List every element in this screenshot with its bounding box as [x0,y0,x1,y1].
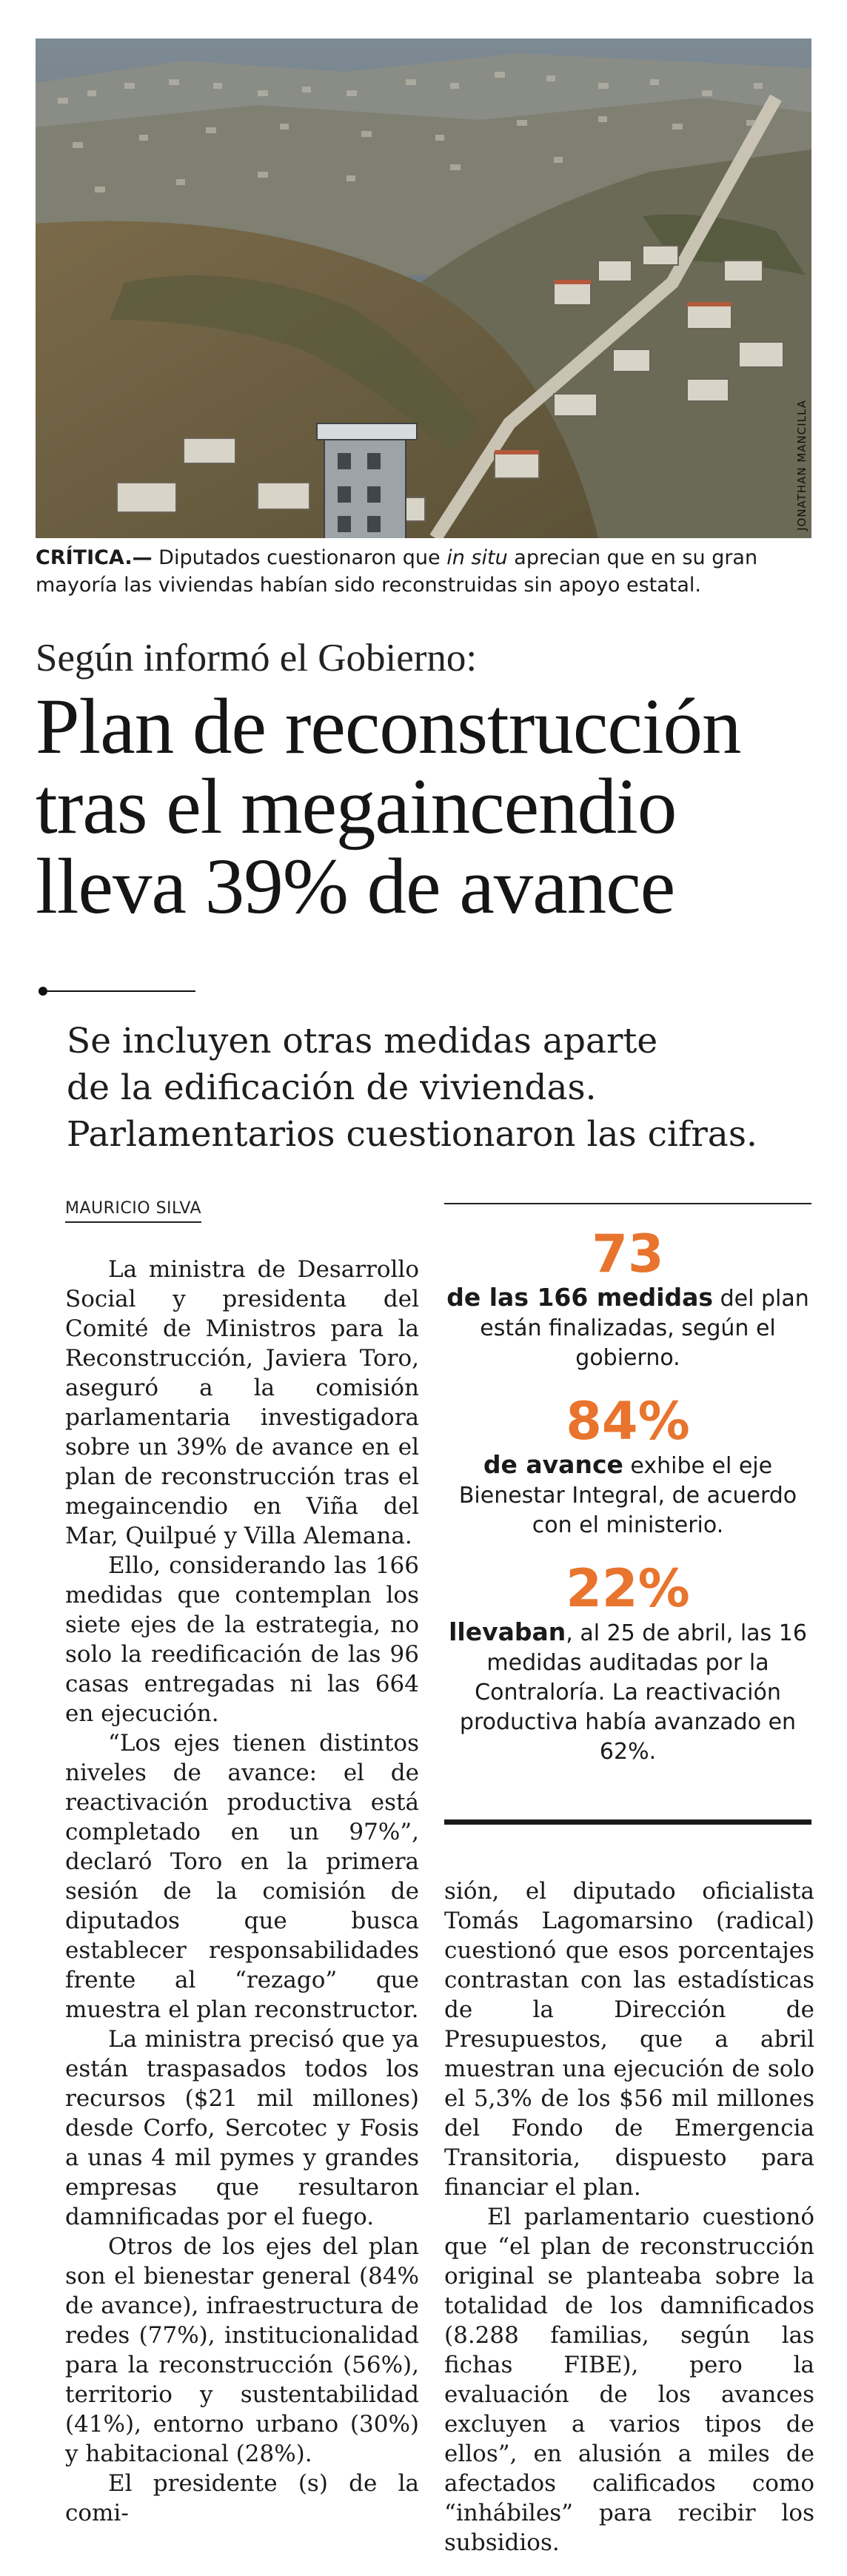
stat-item [444,1225,811,1373]
news-photo [36,38,811,538]
stats-bottom-rule [444,1819,811,1825]
stat-item [444,1392,811,1540]
caption-text-1: Diputados cuestionaron que [152,546,447,569]
deck-line-text: Se incluyen otras medidas aparte [67,1021,658,1061]
body-paragraph: “Los ejes tienen distintos niveles de avance: el de reactivación productiva está completado en un 97%”, declaró Toro en la primera sesión de la comisión de diputados que busca establecer responsabilidades frente al “rezago” que muestra el plan reconstructor. [65,1730,419,2023]
photo-caption [36,544,813,599]
stat-bold: de avance [483,1450,623,1479]
deck [67,1018,837,1158]
caption-lead: CRÍTICA.— [36,546,153,569]
deck-line-text: de la edificación de viviendas. [67,1067,597,1108]
stat-text: , al 25 de abril, las 16 medidas auditadas por la Contraloría. La reactivación productiva había avanzado en 62%. [459,1620,807,1765]
stats-top-rule [444,1203,811,1204]
stat-description [444,1450,811,1540]
kicker: Según informó el Gobierno: [36,637,478,680]
body-column-left [65,1255,419,2528]
deck-line-text: Parlamentarios cuestionaron las cifras. [67,1114,757,1155]
stat-bold: de las 166 medidas [446,1283,714,1312]
caption-text-2: aprecian que en su gran mayoría las viviendas habían sido reconstruidas sin apoyo estatal. [36,546,758,597]
headline-line: Plan de reconstrucción [36,683,741,771]
deck-bullet-dot [38,987,47,996]
caption-italic: in situ [446,546,508,569]
body-paragraph: Otros de los ejes del plan son el bienestar general (84% de avance), infraestructura de redes (77%), institucionalidad para la reconstrucción (56%), territorio y sustentabilidad (41%), entorno urbano (30%) y habitacional (28%). [65,2233,419,2467]
deck-rule [47,990,195,992]
body-paragraph: Ello, considerando las 166 medidas que contemplan los siete ejes de la estrategia, no solo la reedificación de las 96 casas entregadas ni las 664 en ejecución. [65,1552,419,1727]
stat-text: del plan están finalizadas, según el gobierno. [480,1286,809,1371]
stats-box [444,1225,811,1786]
photo-credit: JONATHAN MANCILLA [795,400,808,531]
stat-number: 22% [566,1558,690,1619]
stat-description [444,1283,811,1373]
headline [36,683,835,930]
headline-line: lleva 39% de avance [36,843,675,930]
body-column-right [444,1876,814,2557]
body-paragraph: El parlamentario cuestionó que “el plan de reconstrucción original se planteaba sobre la totalidad de los damnificados (8.288 familias, según las fichas FIBE), pero la evaluación de los avances excluyen a varios tipos de ellos”, en alusión a miles de afectados calificados como “inhábiles” para recibir los subsidios. [444,2204,814,2556]
byline: MAURICIO SILVA [65,1199,201,1223]
headline-line: tras el megaincendio [36,763,677,851]
stat-description [444,1617,811,1767]
stat-number: 73 [592,1224,664,1284]
stat-item [444,1560,811,1767]
body-paragraph: sión, el diputado oficialista Tomás Lagomarsino (radical) cuestionó que esos porcentajes contrastan con las estadísticas de la Dirección de Presupuestos, que a abril muestran una ejecución de solo el 5,3% de los $56 mil millones del Fondo de Emergencia Transitoria, dispuesto para financiar el plan. [444,1878,814,2201]
stat-text: exhibe el eje Bienestar Integral, de acuerdo con el ministerio. [458,1453,797,1538]
hillside-photo-illustration [36,38,811,538]
stat-bold: llevaban [449,1617,566,1646]
body-paragraph: El presidente (s) de la comi- [65,2470,419,2526]
tall-house [317,423,417,538]
body-paragraph: La ministra precisó que ya están traspasados todos los recursos ($21 mil millones) desde Corfo, Sercotec y Fosis a unas 4 mil pymes y grandes empresas que resultaron damnificadas por el fuego. [65,2026,419,2230]
stat-number: 84% [566,1391,690,1452]
body-paragraph: La ministra de Desarrollo Social y presidenta del Comité de Ministros para la Reconstrucción, Javiera Toro, aseguró a la comisión parlamentaria investigadora sobre un 39% de avance en el plan de reconstrucción tras el megaincendio en Viña del Mar, Quilpué y Villa Alemana. [65,1256,419,1549]
